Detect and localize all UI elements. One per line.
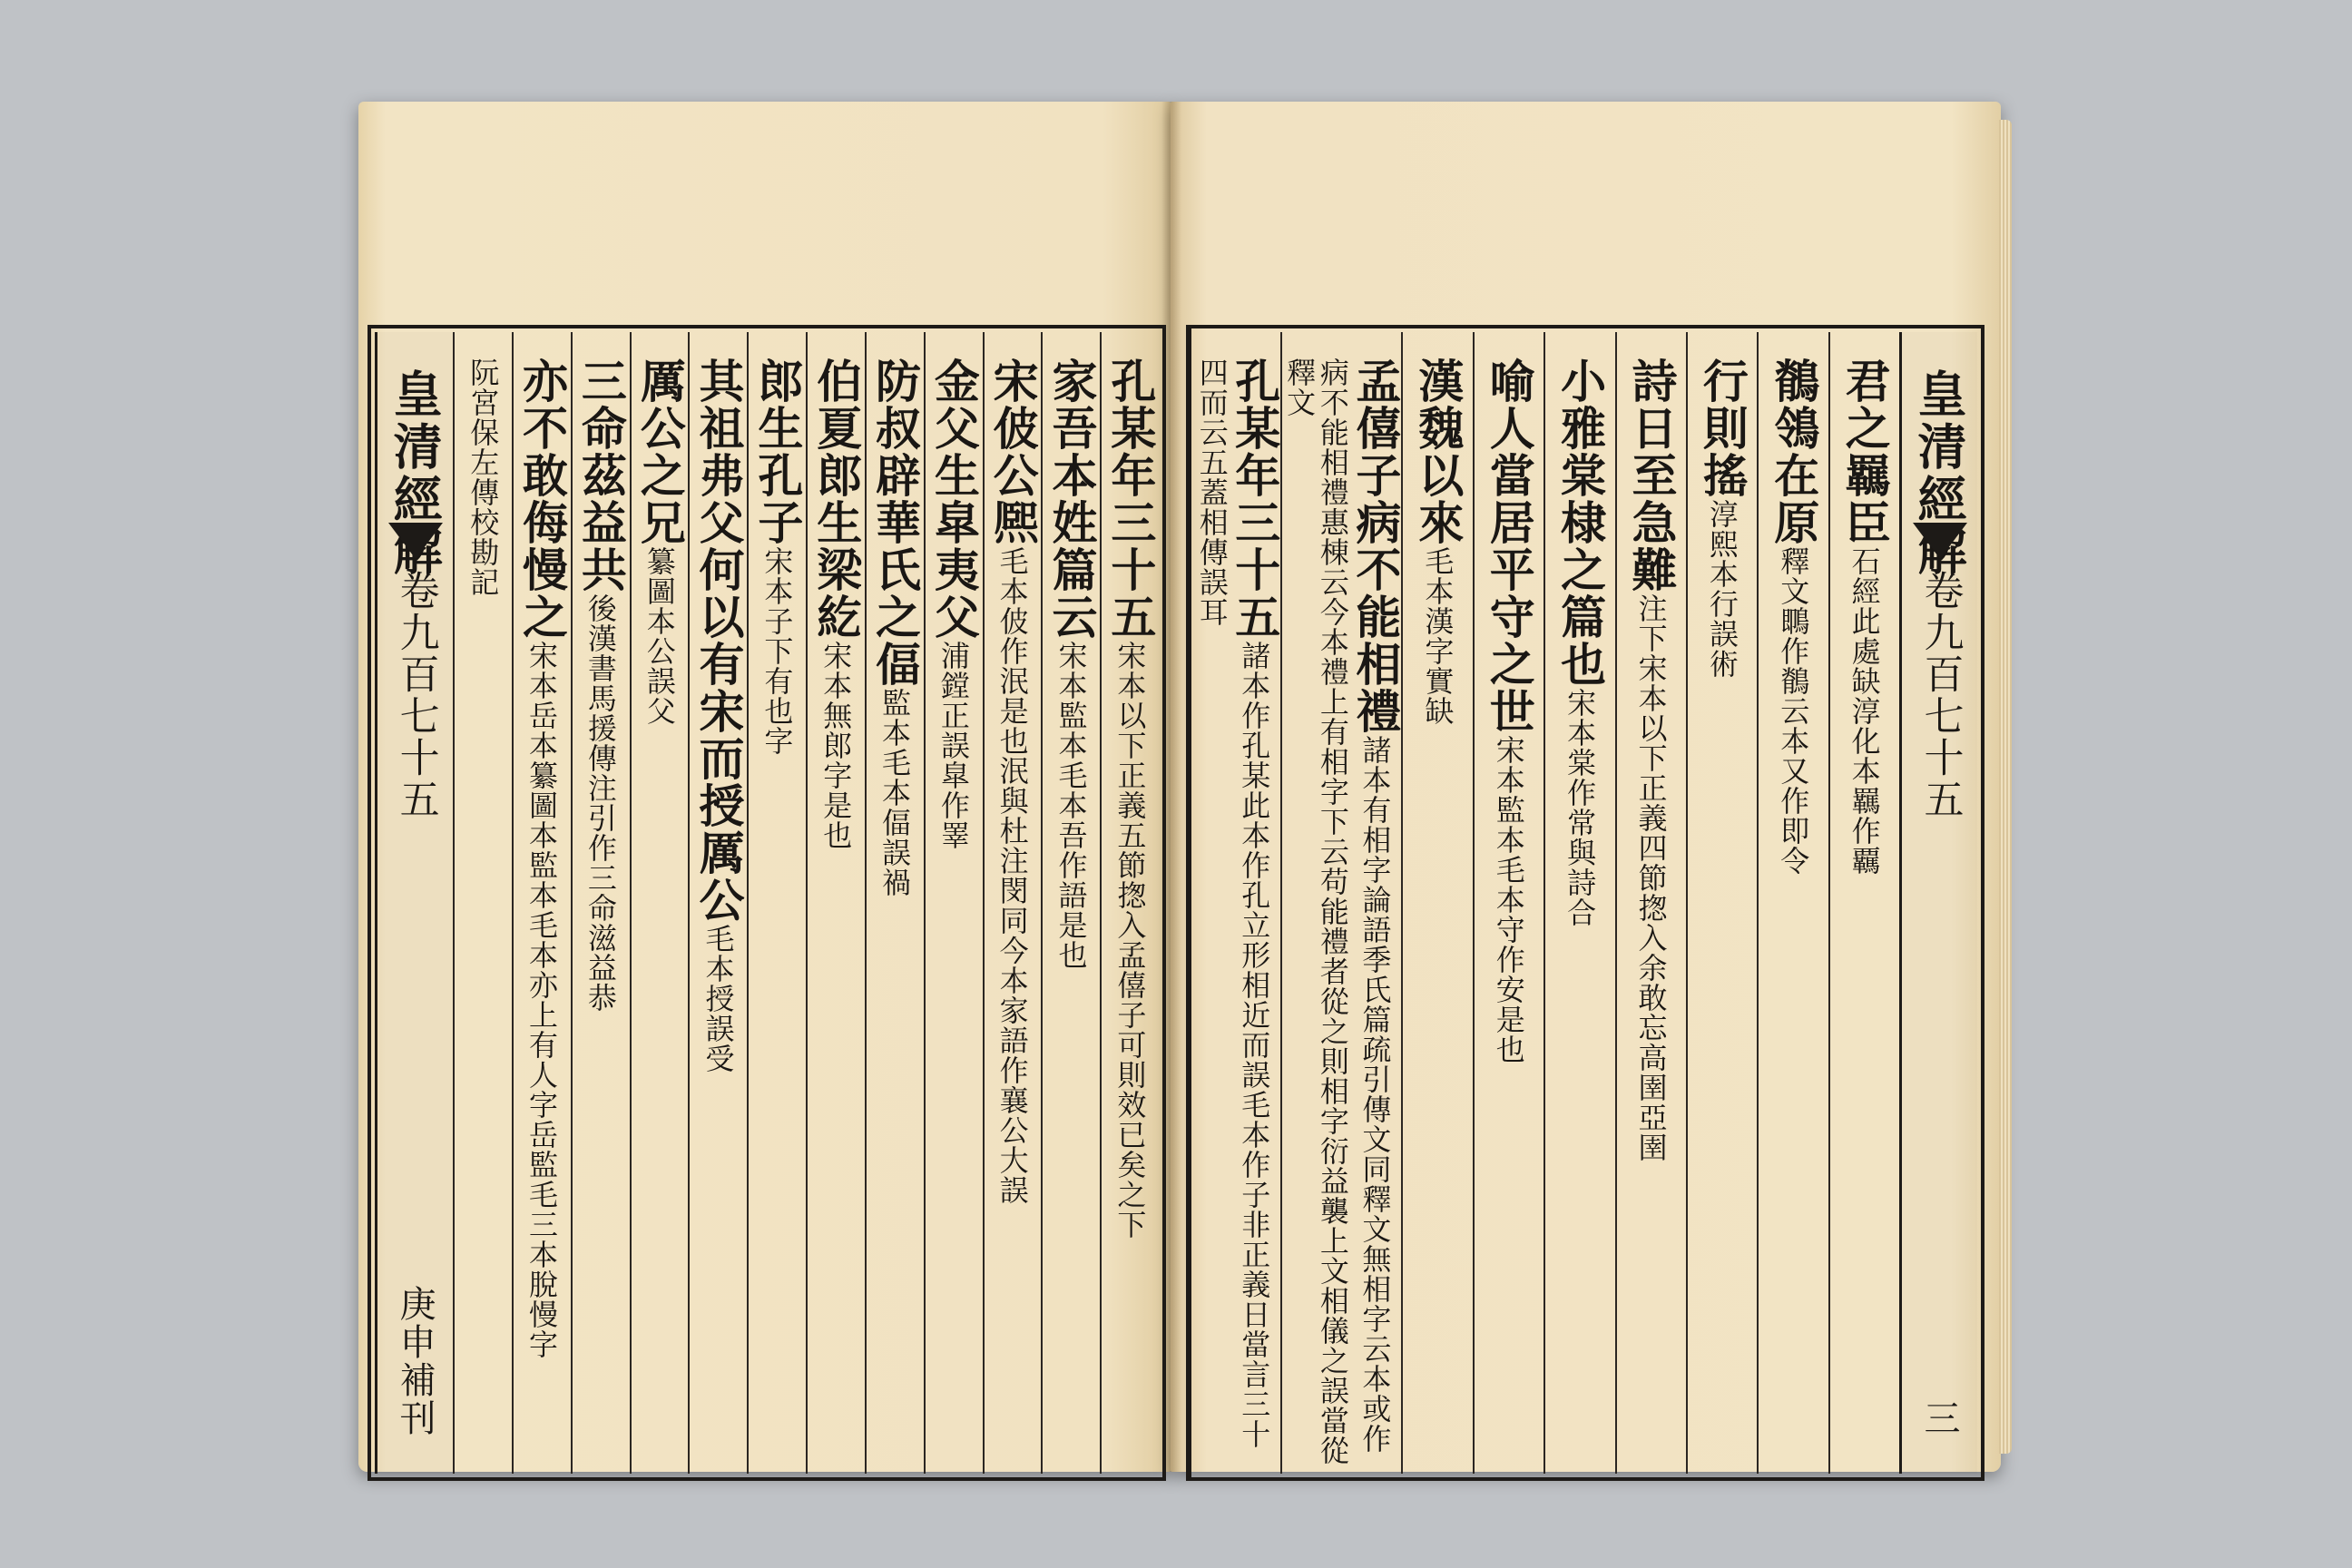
annotation-text: 宋本監本毛本吾作語是也 [1054, 641, 1089, 970]
annotation-text: 宋本監本毛本守作安是也 [1491, 735, 1526, 1064]
open-book [358, 102, 2001, 1472]
annotation-text: 釋文䳭作鶺云本又作即令 [1776, 546, 1811, 876]
main-text: 喻人當居平守之世 [1482, 358, 1536, 735]
column-text [810, 358, 863, 850]
main-text: 君之羈臣 [1838, 358, 1892, 546]
right-leaf-frame [1186, 325, 1984, 1481]
column-text [1045, 358, 1098, 970]
text-column-8 [688, 332, 747, 1474]
annotation-text: 宋本無郎字是也 [818, 641, 854, 850]
annotation-text: 宋本岳本纂圖本監本毛本亦上有人字岳監毛三本脫慢字 [524, 641, 560, 1359]
column-text [1195, 358, 1280, 1474]
banxin-volume: 卷九百七十五 [1916, 570, 1964, 820]
annotation-text: 阮宮保左傳校勘記 [466, 358, 501, 597]
text-column-11 [512, 332, 571, 1474]
main-text: 其祖弗父何以有宋而授厲公 [691, 358, 746, 924]
fish-tail-mark [388, 523, 443, 559]
annotation-text: 纂圖本公誤父 [642, 546, 677, 726]
main-text: 行則搖 [1695, 358, 1749, 499]
column-text [692, 358, 745, 1073]
text-column-1 [1100, 332, 1159, 1474]
text-column-9 [630, 332, 689, 1474]
column-text [574, 358, 627, 1013]
text-column-5 [1544, 332, 1614, 1474]
column-text [1768, 358, 1820, 876]
column-text [457, 358, 510, 597]
annotation-text: 宋本以下正義五節揔入孟僖子可則效已矣之下 [1112, 641, 1148, 1240]
main-text: 金父生皐夷父 [926, 358, 981, 641]
banxin-title: 皇清經解 [386, 368, 445, 579]
annotation-text: 後漢書馬援傳注引作三命滋益恭 [583, 593, 618, 1013]
column-text [516, 358, 569, 1359]
banxin-center-column [375, 332, 453, 1474]
text-column-6 [1473, 332, 1544, 1474]
text-column-2 [1757, 332, 1828, 1474]
annotation-text: 石經此處缺淳化本羈作覊 [1847, 546, 1882, 876]
column-text [1104, 358, 1157, 1240]
left-leaf-columns [375, 332, 1159, 1474]
banxin-footer: 三 [1918, 1399, 1960, 1437]
main-text: 厲公之兄 [632, 358, 687, 546]
annotation-text: 淳熙本行誤術 [1704, 499, 1740, 679]
text-column-12 [453, 332, 512, 1474]
annotation-text: 諸本作孔某此本作孔立形相近而誤毛本作子非正義日當言三十四而云五蓋相傳誤耳 [1194, 358, 1272, 1449]
text-column-1 [1828, 332, 1899, 1474]
annotation-text: 諸本有相字論語季氏篇疏引傳文同釋文無相字云本或作病不能相禮惠棟云今本禮上有相字下云苟能禮者從之則相字衍益襲上文相儀之誤當從釋文 [1282, 358, 1393, 1465]
annotation-text: 注下宋本以下正義四節揔入余敢忘高圉亞圉 [1633, 593, 1669, 1162]
main-text: 家吾本姓篇云 [1044, 358, 1099, 641]
main-text: 孟僖子病不能相禮 [1348, 358, 1403, 735]
column-text [1625, 358, 1678, 1162]
annotation-text: 宋本棠作常與詩合 [1563, 688, 1598, 927]
text-column-7 [1401, 332, 1472, 1474]
text-column-7 [747, 332, 806, 1474]
column-text [1838, 358, 1891, 876]
right-leaf-columns [1195, 332, 1977, 1474]
text-column-3 [1686, 332, 1757, 1474]
column-text [751, 358, 804, 756]
column-text [1483, 358, 1535, 1064]
text-column-5 [865, 332, 924, 1474]
main-text: 三命茲益共 [573, 358, 628, 593]
fish-tail-mark [1913, 523, 1967, 559]
main-text: 亦不敢侮慢之 [515, 358, 570, 641]
page-edges [1999, 120, 2012, 1454]
text-column-4 [924, 332, 983, 1474]
left-leaf-frame [368, 325, 1166, 1481]
column-text [633, 358, 686, 726]
column-text [869, 358, 922, 897]
main-text: 防叔辟華氏之偪 [868, 358, 923, 688]
column-text [1696, 358, 1749, 679]
main-text: 宋佊公熈 [985, 358, 1040, 546]
main-text: 詩日至急難 [1624, 358, 1679, 593]
column-text [1282, 358, 1401, 1474]
annotation-text: 毛本漢字實缺 [1420, 546, 1455, 726]
annotation-text: 毛本佊作泯是也泯與杜注閔同今本家語作襄公大誤 [995, 546, 1030, 1205]
annotation-text: 監本毛本偪誤禍 [877, 688, 913, 897]
text-column-10 [571, 332, 630, 1474]
text-column-4 [1615, 332, 1686, 1474]
text-column-8 [1280, 332, 1401, 1474]
annotation-text: 浦鏜正誤皐作睪 [936, 641, 971, 850]
text-column-9 [1195, 332, 1280, 1474]
main-text: 郎生孔子 [750, 358, 805, 546]
annotation-text: 宋本子下有也字 [760, 546, 795, 756]
banxin-title: 皇清經解 [1910, 368, 1968, 579]
text-column-6 [806, 332, 865, 1474]
main-text: 鶺鴒在原 [1767, 358, 1821, 546]
banxin-footer: 庚申補刊 [394, 1285, 436, 1437]
column-text [1412, 358, 1465, 726]
annotation-text: 毛本授誤受 [701, 924, 736, 1073]
main-text: 漢魏以來 [1411, 358, 1465, 546]
column-text [1554, 358, 1607, 927]
main-text: 孔某年三十五 [1103, 358, 1158, 641]
banxin-center-column [1899, 332, 1977, 1474]
text-column-3 [983, 332, 1042, 1474]
column-text [927, 358, 980, 850]
column-text [986, 358, 1039, 1205]
main-text: 伯夏郎生梁紇 [809, 358, 864, 641]
main-text: 小雅棠棣之篇也 [1553, 358, 1608, 688]
banxin-volume: 卷九百七十五 [392, 570, 439, 820]
text-column-2 [1041, 332, 1100, 1474]
main-text: 孔某年三十五 [1228, 358, 1282, 641]
